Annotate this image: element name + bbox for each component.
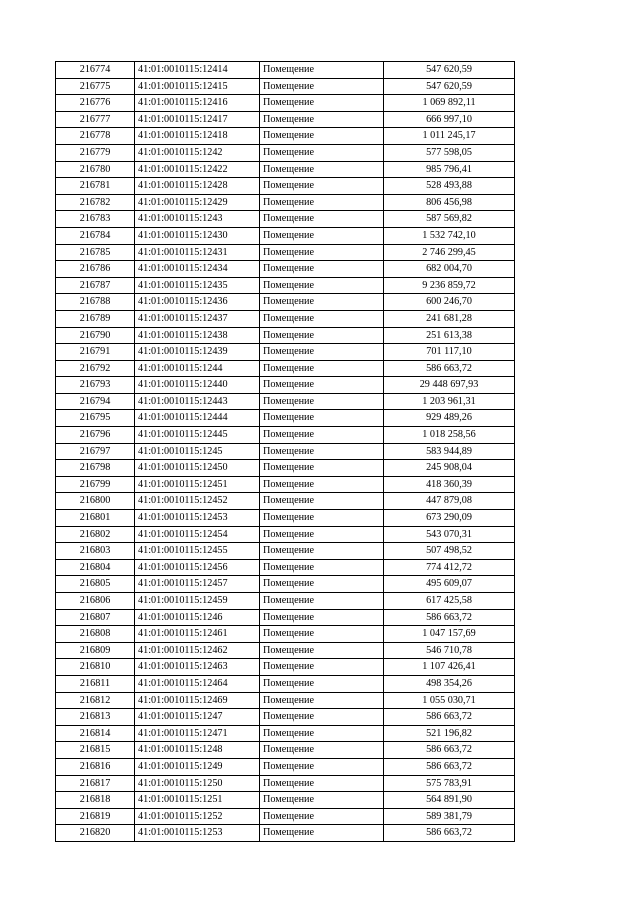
cadastral-number-cell: 41:01:0010115:1243 [135, 211, 260, 228]
row-number-cell: 216815 [56, 742, 135, 759]
object-type-cell: Помещение [260, 725, 384, 742]
object-type-cell: Помещение [260, 659, 384, 676]
row-number-cell: 216800 [56, 493, 135, 510]
table-row [56, 178, 515, 195]
row-number-cell: 216814 [56, 725, 135, 742]
object-type-cell: Помещение [260, 178, 384, 195]
cadastral-value-cell: 547 620,59 [384, 78, 515, 95]
table-row [56, 609, 515, 626]
cadastral-number-cell: 41:01:0010115:12438 [135, 327, 260, 344]
row-number-cell: 216806 [56, 593, 135, 610]
cadastral-number-cell: 41:01:0010115:12429 [135, 194, 260, 211]
table-row [56, 161, 515, 178]
cadastral-value-cell: 1 107 426,41 [384, 659, 515, 676]
cadastral-number-cell: 41:01:0010115:1244 [135, 360, 260, 377]
cadastral-number-cell: 41:01:0010115:12436 [135, 294, 260, 311]
object-type-cell: Помещение [260, 294, 384, 311]
table-row [56, 427, 515, 444]
cadastral-number-cell: 41:01:0010115:12453 [135, 510, 260, 527]
row-number-cell: 216794 [56, 393, 135, 410]
cadastral-value-table [55, 61, 515, 842]
object-type-cell: Помещение [260, 443, 384, 460]
object-type-cell: Помещение [260, 593, 384, 610]
object-type-cell: Помещение [260, 792, 384, 809]
cadastral-value-cell: 241 681,28 [384, 310, 515, 327]
object-type-cell: Помещение [260, 327, 384, 344]
cadastral-number-cell: 41:01:0010115:12422 [135, 161, 260, 178]
cadastral-number-cell: 41:01:0010115:12414 [135, 62, 260, 79]
object-type-cell: Помещение [260, 194, 384, 211]
row-number-cell: 216810 [56, 659, 135, 676]
row-number-cell: 216799 [56, 476, 135, 493]
row-number-cell: 216783 [56, 211, 135, 228]
cadastral-number-cell: 41:01:0010115:12430 [135, 227, 260, 244]
object-type-cell: Помещение [260, 111, 384, 128]
object-type-cell: Помещение [260, 62, 384, 79]
table-row [56, 327, 515, 344]
cadastral-number-cell: 41:01:0010115:12428 [135, 178, 260, 195]
cadastral-number-cell: 41:01:0010115:1252 [135, 808, 260, 825]
row-number-cell: 216793 [56, 377, 135, 394]
cadastral-number-cell: 41:01:0010115:12431 [135, 244, 260, 261]
table-row [56, 344, 515, 361]
table-row [56, 310, 515, 327]
object-type-cell: Помещение [260, 510, 384, 527]
table-row [56, 576, 515, 593]
cadastral-number-cell: 41:01:0010115:1242 [135, 144, 260, 161]
row-number-cell: 216789 [56, 310, 135, 327]
row-number-cell: 216797 [56, 443, 135, 460]
cadastral-value-cell: 1 047 157,69 [384, 626, 515, 643]
cadastral-number-cell: 41:01:0010115:12443 [135, 393, 260, 410]
cadastral-number-cell: 41:01:0010115:1246 [135, 609, 260, 626]
table-row [56, 211, 515, 228]
cadastral-value-cell: 543 070,31 [384, 526, 515, 543]
cadastral-value-cell: 1 018 258,56 [384, 427, 515, 444]
table-row [56, 692, 515, 709]
cadastral-value-cell: 1 011 245,17 [384, 128, 515, 145]
cadastral-value-cell: 575 783,91 [384, 775, 515, 792]
cadastral-value-cell: 245 908,04 [384, 460, 515, 477]
cadastral-value-cell: 498 354,26 [384, 675, 515, 692]
cadastral-value-cell: 564 891,90 [384, 792, 515, 809]
row-number-cell: 216779 [56, 144, 135, 161]
table-row [56, 360, 515, 377]
cadastral-number-cell: 41:01:0010115:12437 [135, 310, 260, 327]
row-number-cell: 216778 [56, 128, 135, 145]
cadastral-value-cell: 583 944,89 [384, 443, 515, 460]
row-number-cell: 216791 [56, 344, 135, 361]
cadastral-number-cell: 41:01:0010115:12434 [135, 261, 260, 278]
cadastral-number-cell: 41:01:0010115:1245 [135, 443, 260, 460]
table-row [56, 742, 515, 759]
cadastral-number-cell: 41:01:0010115:12435 [135, 277, 260, 294]
cadastral-number-cell: 41:01:0010115:12452 [135, 493, 260, 510]
row-number-cell: 216808 [56, 626, 135, 643]
table-row [56, 792, 515, 809]
object-type-cell: Помещение [260, 344, 384, 361]
object-type-cell: Помещение [260, 825, 384, 842]
cadastral-number-cell: 41:01:0010115:12417 [135, 111, 260, 128]
row-number-cell: 216809 [56, 642, 135, 659]
row-number-cell: 216816 [56, 758, 135, 775]
object-type-cell: Помещение [260, 543, 384, 560]
table-row [56, 659, 515, 676]
cadastral-number-cell: 41:01:0010115:1250 [135, 775, 260, 792]
cadastral-number-cell: 41:01:0010115:12469 [135, 692, 260, 709]
table-row [56, 443, 515, 460]
row-number-cell: 216798 [56, 460, 135, 477]
cadastral-value-cell: 586 663,72 [384, 360, 515, 377]
cadastral-value-cell: 617 425,58 [384, 593, 515, 610]
cadastral-number-cell: 41:01:0010115:12455 [135, 543, 260, 560]
table-row [56, 144, 515, 161]
row-number-cell: 216777 [56, 111, 135, 128]
cadastral-value-cell: 806 456,98 [384, 194, 515, 211]
cadastral-number-cell: 41:01:0010115:12463 [135, 659, 260, 676]
object-type-cell: Помещение [260, 576, 384, 593]
object-type-cell: Помещение [260, 476, 384, 493]
cadastral-value-cell: 1 532 742,10 [384, 227, 515, 244]
cadastral-value-cell: 1 069 892,11 [384, 95, 515, 112]
row-number-cell: 216775 [56, 78, 135, 95]
table-row [56, 593, 515, 610]
cadastral-value-cell: 666 997,10 [384, 111, 515, 128]
cadastral-value-cell: 586 663,72 [384, 609, 515, 626]
table-row [56, 393, 515, 410]
table-row [56, 78, 515, 95]
cadastral-value-cell: 774 412,72 [384, 559, 515, 576]
table-row [56, 244, 515, 261]
cadastral-value-cell: 528 493,88 [384, 178, 515, 195]
table-row [56, 194, 515, 211]
object-type-cell: Помещение [260, 78, 384, 95]
cadastral-value-cell: 2 746 299,45 [384, 244, 515, 261]
object-type-cell: Помещение [260, 626, 384, 643]
table-row [56, 825, 515, 842]
cadastral-number-cell: 41:01:0010115:12445 [135, 427, 260, 444]
object-type-cell: Помещение [260, 244, 384, 261]
cadastral-value-cell: 586 663,72 [384, 709, 515, 726]
cadastral-value-cell: 586 663,72 [384, 825, 515, 842]
object-type-cell: Помещение [260, 460, 384, 477]
row-number-cell: 216774 [56, 62, 135, 79]
table-row [56, 62, 515, 79]
row-number-cell: 216787 [56, 277, 135, 294]
row-number-cell: 216820 [56, 825, 135, 842]
table-row [56, 526, 515, 543]
cadastral-number-cell: 41:01:0010115:12416 [135, 95, 260, 112]
cadastral-number-cell: 41:01:0010115:1249 [135, 758, 260, 775]
table-row [56, 510, 515, 527]
cadastral-value-cell: 521 196,82 [384, 725, 515, 742]
cadastral-number-cell: 41:01:0010115:12450 [135, 460, 260, 477]
row-number-cell: 216784 [56, 227, 135, 244]
cadastral-value-cell: 586 663,72 [384, 742, 515, 759]
object-type-cell: Помещение [260, 95, 384, 112]
object-type-cell: Помещение [260, 393, 384, 410]
row-number-cell: 216802 [56, 526, 135, 543]
row-number-cell: 216813 [56, 709, 135, 726]
cadastral-value-cell: 701 117,10 [384, 344, 515, 361]
table-body [56, 62, 515, 842]
object-type-cell: Помещение [260, 360, 384, 377]
table-row [56, 642, 515, 659]
table-row [56, 410, 515, 427]
table-row [56, 95, 515, 112]
row-number-cell: 216803 [56, 543, 135, 560]
row-number-cell: 216786 [56, 261, 135, 278]
cadastral-number-cell: 41:01:0010115:12471 [135, 725, 260, 742]
cadastral-number-cell: 41:01:0010115:12457 [135, 576, 260, 593]
object-type-cell: Помещение [260, 211, 384, 228]
row-number-cell: 216788 [56, 294, 135, 311]
cadastral-number-cell: 41:01:0010115:12464 [135, 675, 260, 692]
object-type-cell: Помещение [260, 493, 384, 510]
object-type-cell: Помещение [260, 277, 384, 294]
cadastral-number-cell: 41:01:0010115:1247 [135, 709, 260, 726]
row-number-cell: 216785 [56, 244, 135, 261]
row-number-cell: 216818 [56, 792, 135, 809]
row-number-cell: 216812 [56, 692, 135, 709]
cadastral-number-cell: 41:01:0010115:12439 [135, 344, 260, 361]
cadastral-number-cell: 41:01:0010115:12451 [135, 476, 260, 493]
cadastral-value-cell: 1 203 961,31 [384, 393, 515, 410]
object-type-cell: Помещение [260, 675, 384, 692]
cadastral-value-cell: 29 448 697,93 [384, 377, 515, 394]
table-row [56, 227, 515, 244]
cadastral-value-cell: 507 498,52 [384, 543, 515, 560]
table-row [56, 111, 515, 128]
cadastral-value-cell: 495 609,07 [384, 576, 515, 593]
row-number-cell: 216811 [56, 675, 135, 692]
row-number-cell: 216776 [56, 95, 135, 112]
table-row [56, 377, 515, 394]
table-row [56, 626, 515, 643]
row-number-cell: 216795 [56, 410, 135, 427]
object-type-cell: Помещение [260, 128, 384, 145]
object-type-cell: Помещение [260, 642, 384, 659]
row-number-cell: 216804 [56, 559, 135, 576]
cadastral-value-cell: 600 246,70 [384, 294, 515, 311]
cadastral-value-cell: 682 004,70 [384, 261, 515, 278]
table-row [56, 476, 515, 493]
table-row [56, 775, 515, 792]
table-row [56, 675, 515, 692]
cadastral-number-cell: 41:01:0010115:12440 [135, 377, 260, 394]
table-row [56, 559, 515, 576]
table-row [56, 493, 515, 510]
cadastral-number-cell: 41:01:0010115:12454 [135, 526, 260, 543]
object-type-cell: Помещение [260, 559, 384, 576]
table-row [56, 460, 515, 477]
cadastral-number-cell: 41:01:0010115:12418 [135, 128, 260, 145]
cadastral-value-cell: 9 236 859,72 [384, 277, 515, 294]
cadastral-value-cell: 587 569,82 [384, 211, 515, 228]
table-row [56, 758, 515, 775]
row-number-cell: 216796 [56, 427, 135, 444]
row-number-cell: 216801 [56, 510, 135, 527]
object-type-cell: Помещение [260, 526, 384, 543]
row-number-cell: 216780 [56, 161, 135, 178]
table-row [56, 543, 515, 560]
row-number-cell: 216790 [56, 327, 135, 344]
table-row [56, 294, 515, 311]
cadastral-value-cell: 546 710,78 [384, 642, 515, 659]
object-type-cell: Помещение [260, 161, 384, 178]
object-type-cell: Помещение [260, 808, 384, 825]
cadastral-value-cell: 447 879,08 [384, 493, 515, 510]
object-type-cell: Помещение [260, 310, 384, 327]
cadastral-number-cell: 41:01:0010115:1251 [135, 792, 260, 809]
row-number-cell: 216819 [56, 808, 135, 825]
object-type-cell: Помещение [260, 775, 384, 792]
row-number-cell: 216805 [56, 576, 135, 593]
cadastral-value-cell: 586 663,72 [384, 758, 515, 775]
table-row [56, 261, 515, 278]
cadastral-value-cell: 589 381,79 [384, 808, 515, 825]
cadastral-value-cell: 985 796,41 [384, 161, 515, 178]
object-type-cell: Помещение [260, 427, 384, 444]
object-type-cell: Помещение [260, 758, 384, 775]
table-row [56, 277, 515, 294]
row-number-cell: 216817 [56, 775, 135, 792]
object-type-cell: Помещение [260, 709, 384, 726]
object-type-cell: Помещение [260, 377, 384, 394]
cadastral-value-cell: 547 620,59 [384, 62, 515, 79]
cadastral-number-cell: 41:01:0010115:12456 [135, 559, 260, 576]
row-number-cell: 216781 [56, 178, 135, 195]
table-row [56, 808, 515, 825]
object-type-cell: Помещение [260, 742, 384, 759]
cadastral-number-cell: 41:01:0010115:12461 [135, 626, 260, 643]
object-type-cell: Помещение [260, 692, 384, 709]
object-type-cell: Помещение [260, 227, 384, 244]
cadastral-number-cell: 41:01:0010115:12462 [135, 642, 260, 659]
row-number-cell: 216782 [56, 194, 135, 211]
cadastral-value-cell: 577 598,05 [384, 144, 515, 161]
row-number-cell: 216807 [56, 609, 135, 626]
cadastral-value-cell: 673 290,09 [384, 510, 515, 527]
cadastral-value-cell: 251 613,38 [384, 327, 515, 344]
object-type-cell: Помещение [260, 410, 384, 427]
row-number-cell: 216792 [56, 360, 135, 377]
cadastral-number-cell: 41:01:0010115:12444 [135, 410, 260, 427]
cadastral-number-cell: 41:01:0010115:12459 [135, 593, 260, 610]
cadastral-value-cell: 929 489,26 [384, 410, 515, 427]
object-type-cell: Помещение [260, 144, 384, 161]
cadastral-number-cell: 41:01:0010115:1253 [135, 825, 260, 842]
object-type-cell: Помещение [260, 609, 384, 626]
table-row [56, 128, 515, 145]
object-type-cell: Помещение [260, 261, 384, 278]
cadastral-value-cell: 418 360,39 [384, 476, 515, 493]
cadastral-number-cell: 41:01:0010115:1248 [135, 742, 260, 759]
cadastral-value-cell: 1 055 030,71 [384, 692, 515, 709]
table-row [56, 725, 515, 742]
cadastral-number-cell: 41:01:0010115:12415 [135, 78, 260, 95]
table-row [56, 709, 515, 726]
